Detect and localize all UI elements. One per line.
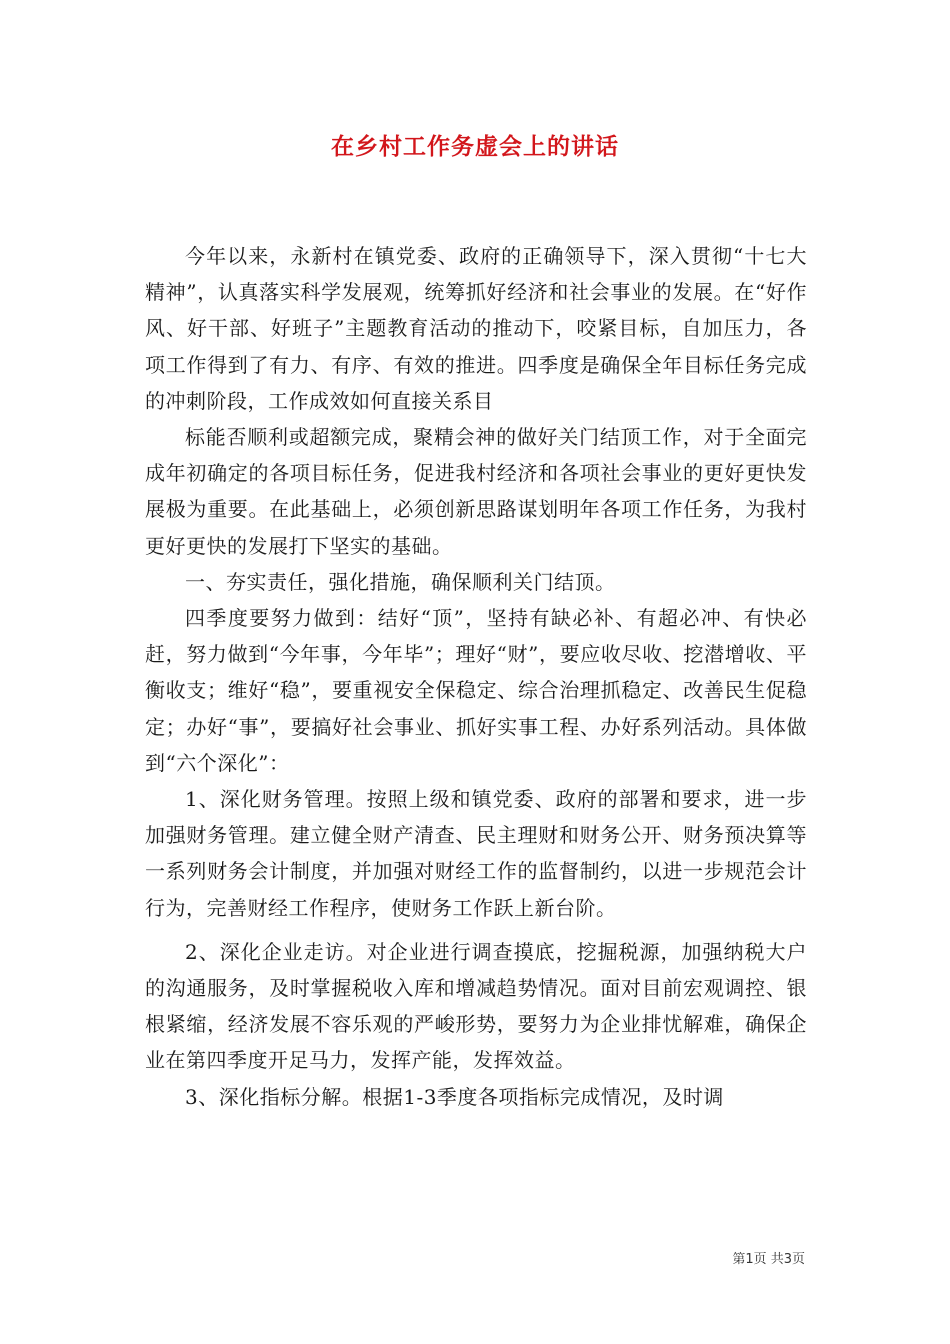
paragraph-item-2: 2、深化企业走访。对企业进行调查摸底，挖掘税源，加强纳税大户的沟通服务，及时掌握税收入库和增减趋势情况。面对目前宏观调控、银根紧缩，经济发展不容乐观的严峻形势，要努力为企业排忧解难，确保企业在第四季度开足马力，发挥产能，发挥效益。	[145, 939, 807, 1073]
paragraph-intro: 今年以来，永新村在镇党委、政府的正确领导下，深入贯彻“十七大精神”，认真落实科学发展观，统筹抓好经济和社会事业的发展。在“好作风、好干部、好班子”主题教育活动的推动下，咬紧目标，自加压力，各项工作得到了有力、有序、有效的推进。四季度是确保全年目标任务完成的冲刺阶段，工作成效如何直接关系目	[145, 244, 807, 413]
section-heading: 一、夯实责任，强化措施，确保顺利关门结顶。	[185, 569, 616, 594]
page-number: 第1页 共3页	[732, 1252, 805, 1267]
document-title: 在乡村工作务虚会上的讲话	[331, 134, 619, 160]
paragraph-continuation: 标能否顺利或超额完成，聚精会神的做好关门结顶工作，对于全面完成年初确定的各项目标任务，促进我村经济和各项社会事业的更好更快发展极为重要。在此基础上，必须创新思路谋划明年各项工作任务，为我村更好更快的发展打下坚实的基础。	[145, 425, 807, 558]
document-body	[145, 238, 807, 1115]
paragraph-q4-goals: 四季度要努力做到：结好“顶”，坚持有缺必补、有超必冲、有快必赶，努力做到“今年事，今年毕”；理好“财”，要应收尽收、挖潜增收、平衡收支；维好“稳”，要重视安全保稳定、综合治理抓稳定、改善民生促稳定；办好“事”，要搞好社会事业、抓好实事工程、办好系列活动。具体做到“六个深化”：	[145, 606, 807, 775]
paragraph-item-1: 1、深化财务管理。按照上级和镇党委、政府的部署和要求，进一步加强财务管理。建立健全财产清查、民主理财和财务公开、财务预决算等一系列财务会计制度，并加强对财经工作的监督制约，以进一步规范会计行为，完善财经工作程序，使财务工作跃上新台阶。	[145, 787, 807, 920]
paragraph-item-3: 3、深化指标分解。根据1-3季度各项指标完成情况，及时调	[185, 1084, 724, 1109]
